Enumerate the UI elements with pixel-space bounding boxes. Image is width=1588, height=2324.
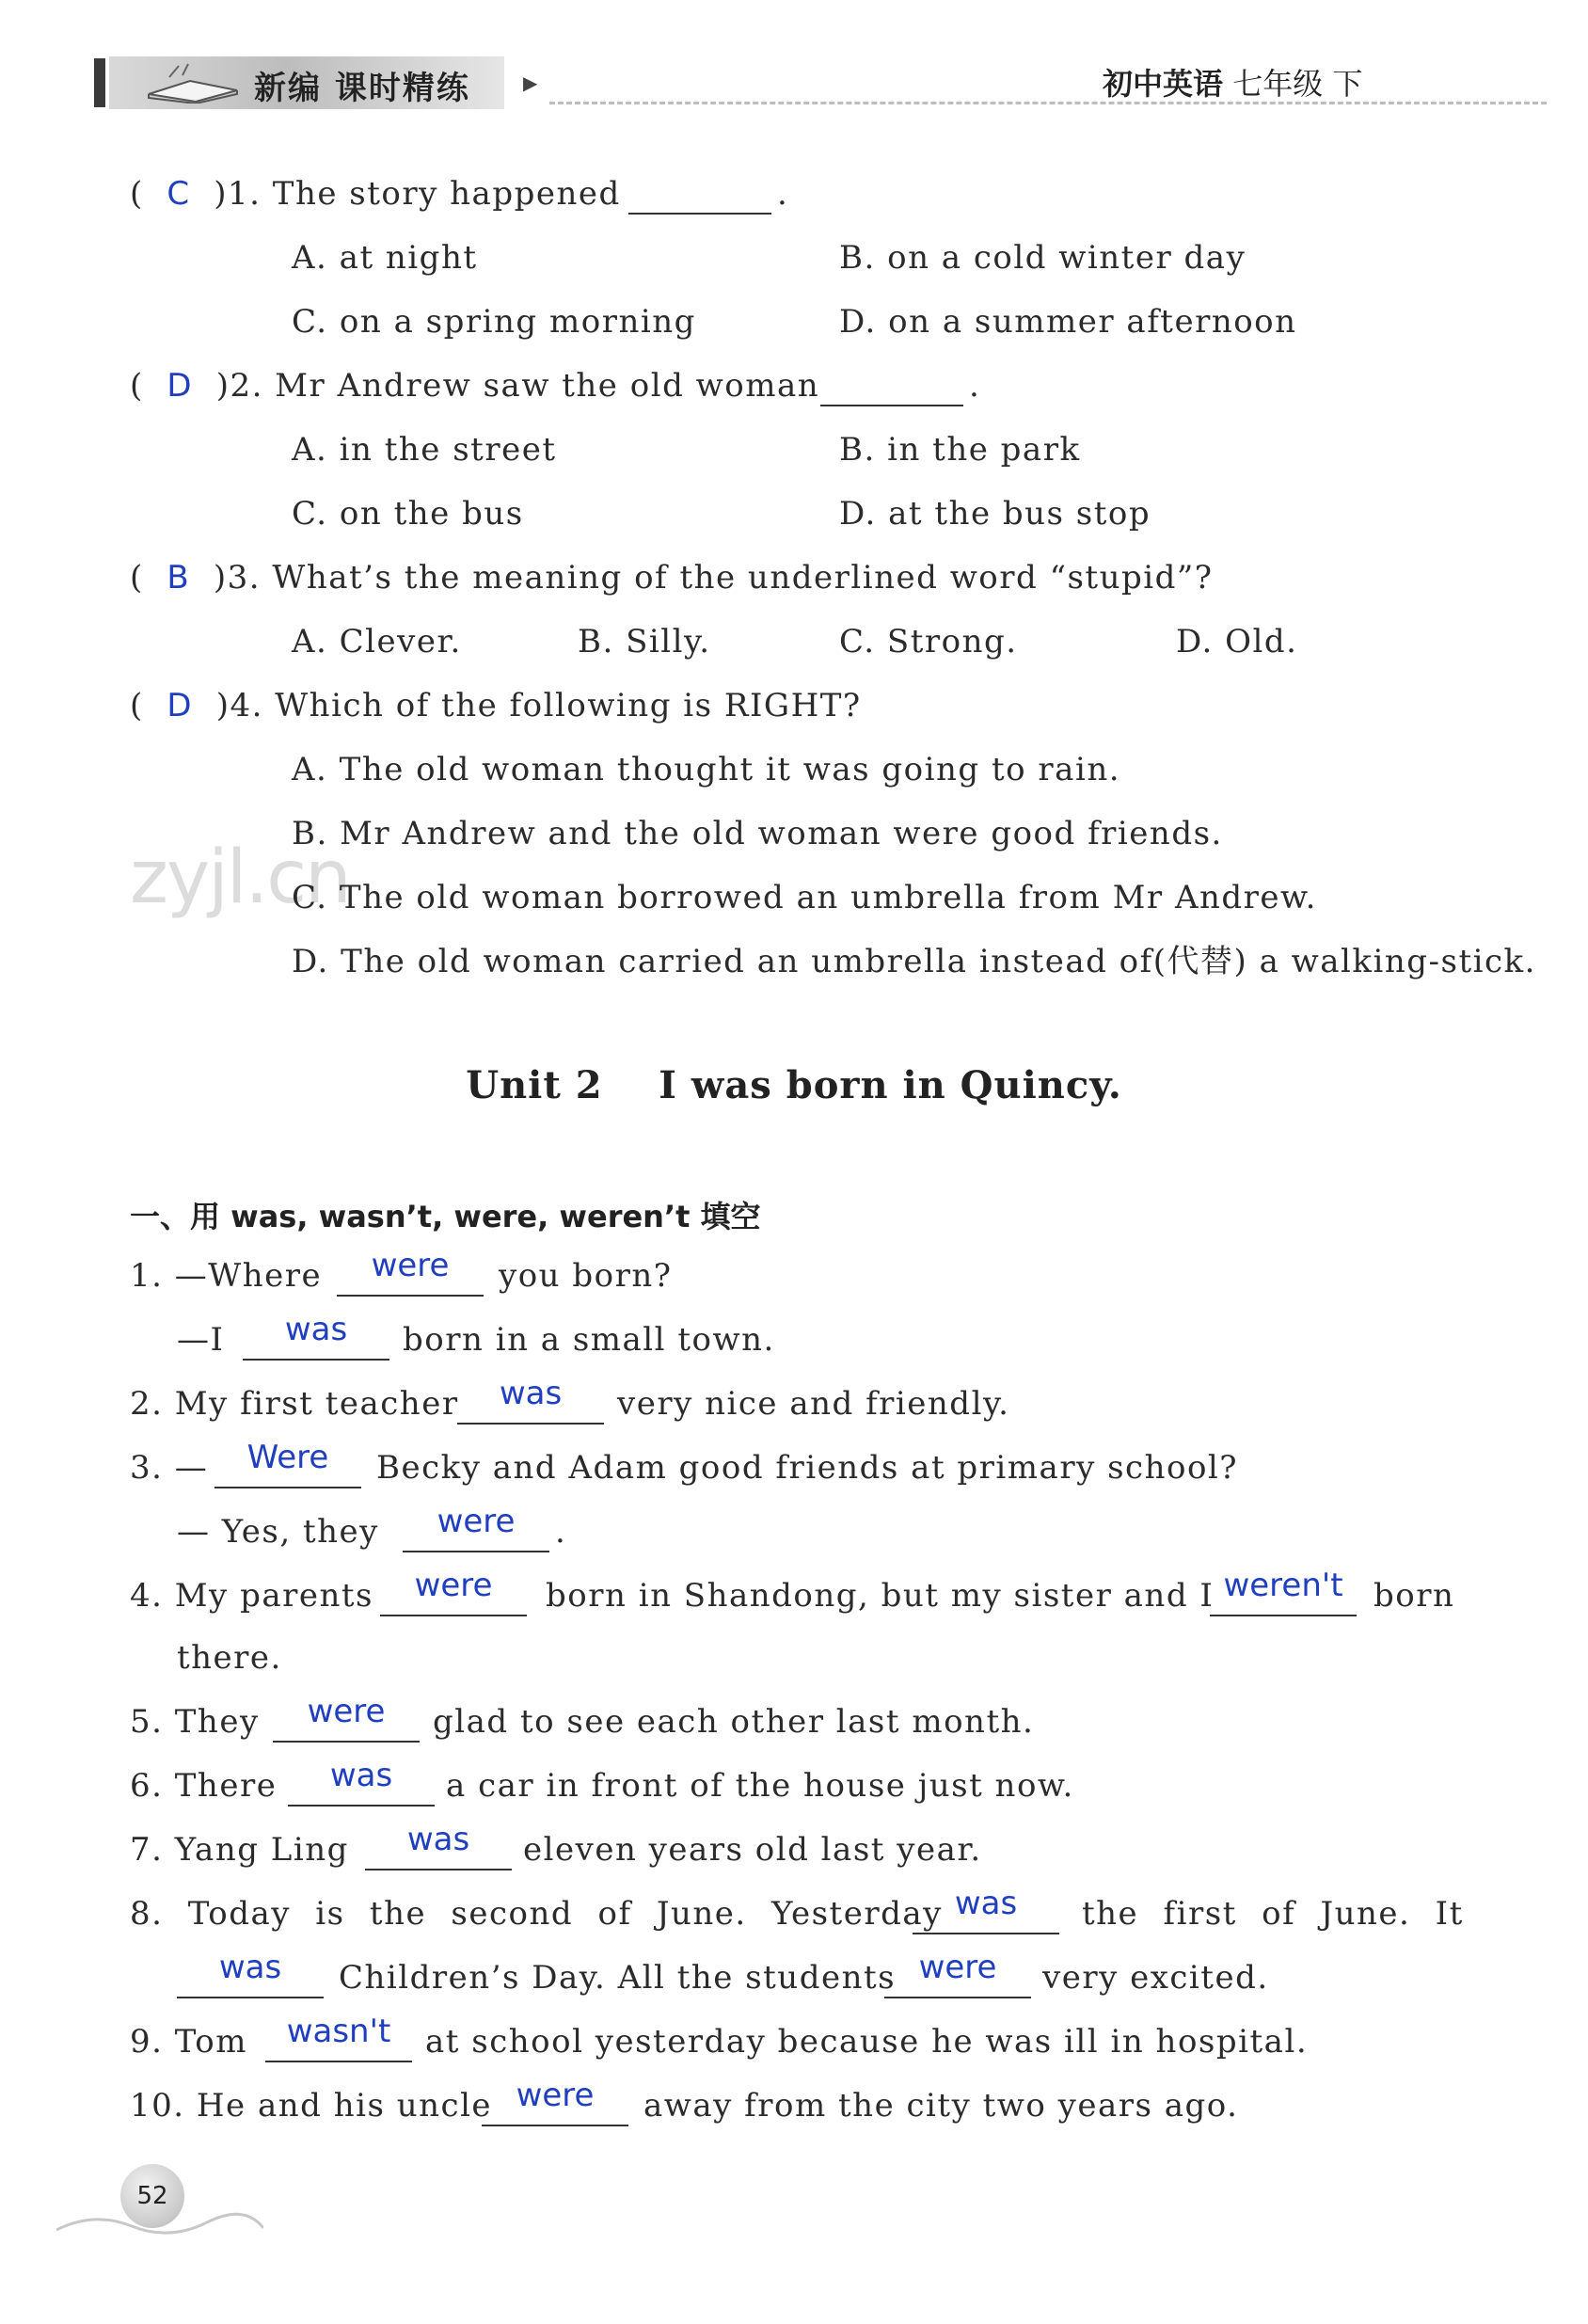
fill-text: eleven years old last year. bbox=[523, 1831, 982, 1869]
fill-answer: was bbox=[499, 1375, 563, 1412]
option-1d: D. on a summer afternoon bbox=[839, 303, 1297, 341]
fill-text: very excited. bbox=[1042, 1959, 1269, 1997]
page-number: 52 bbox=[120, 2164, 184, 2228]
fill-answer: were bbox=[437, 1503, 516, 1540]
option-3a: A. Clever. bbox=[292, 623, 462, 661]
fill-answer: weren't bbox=[1223, 1567, 1343, 1604]
fill-item-3b: — Yes, they bbox=[177, 1513, 379, 1551]
option-4d: D. The old woman carried an umbrella instead of(代替) a walking-stick. bbox=[292, 943, 1536, 980]
answer-blank bbox=[628, 175, 771, 215]
question-4: ( D )4. Which of the following is RIGHT? bbox=[130, 687, 862, 724]
triangle-right-icon: ▶ bbox=[523, 72, 538, 94]
fill-text: . bbox=[555, 1513, 567, 1551]
fill-text: born in Shandong, but my sister and I bbox=[546, 1577, 1215, 1615]
header-title bbox=[1103, 60, 1362, 103]
fill-answer: was bbox=[284, 1311, 348, 1348]
fill-text: away from the city two years ago. bbox=[643, 2087, 1239, 2125]
fill-answer: was bbox=[329, 1757, 393, 1794]
fill-answer: were bbox=[371, 1247, 450, 1284]
fill-text: born in a small town. bbox=[403, 1321, 775, 1359]
fill-text: Children’s Day. All the students bbox=[339, 1959, 897, 1997]
header-divider bbox=[549, 102, 1547, 104]
answer-4: D bbox=[167, 687, 194, 724]
fill-item-4: 4. My parents bbox=[130, 1577, 373, 1615]
unit-title: Unit 2 I was born in Quincy. bbox=[466, 1063, 1122, 1107]
fill-item-9: 9. Tom bbox=[130, 2023, 247, 2061]
fill-answer: was bbox=[406, 1821, 470, 1858]
fill-answer: wasn't bbox=[286, 2013, 391, 2050]
option-2a: A. in the street bbox=[292, 431, 557, 469]
option-4c: C. The old woman borrowed an umbrella from Mr Andrew. bbox=[292, 879, 1317, 916]
answer-1: C bbox=[167, 175, 191, 213]
fill-text: glad to see each other last month. bbox=[433, 1703, 1035, 1741]
fill-text: at school yesterday because he was ill in hospital. bbox=[425, 2023, 1309, 2061]
option-1b: B. on a cold winter day bbox=[839, 239, 1247, 277]
fill-item-5: 5. They bbox=[130, 1703, 260, 1741]
fill-item-3: 3. — bbox=[130, 1449, 209, 1487]
fill-text: a car in front of the house just now. bbox=[446, 1767, 1074, 1805]
option-3b: B. Silly. bbox=[578, 623, 711, 661]
fill-answer: were bbox=[918, 1949, 997, 1986]
section-heading: 一、用 was, wasn’t, were, weren’t 填空 bbox=[130, 1199, 761, 1234]
fill-item-10: 10. He and his uncle bbox=[130, 2087, 493, 2125]
fill-item-1: 1. —Where bbox=[130, 1257, 323, 1295]
question-2: ( D )2. Mr Andrew saw the old woman bbox=[130, 367, 820, 405]
fill-answer: was bbox=[954, 1885, 1018, 1922]
option-2d: D. at the bus stop bbox=[839, 495, 1151, 533]
fill-answer: Were bbox=[246, 1439, 329, 1476]
option-2c: C. on the bus bbox=[292, 495, 524, 533]
option-1c: C. on a spring morning bbox=[292, 303, 696, 341]
fill-answer: were bbox=[414, 1567, 493, 1604]
book-icon bbox=[141, 62, 245, 103]
answer-3: B bbox=[167, 559, 191, 597]
fill-item-2: 2. My first teacher bbox=[130, 1385, 459, 1423]
fill-item-7: 7. Yang Ling bbox=[130, 1831, 349, 1869]
stem-end: . bbox=[777, 175, 789, 213]
fill-text: there. bbox=[177, 1639, 282, 1677]
option-4b: B. Mr Andrew and the old woman were good friends. bbox=[292, 815, 1223, 852]
option-3c: C. Strong. bbox=[839, 623, 1018, 661]
header-subject: 初中英语 bbox=[1103, 66, 1224, 102]
fill-text: born bbox=[1374, 1577, 1455, 1615]
fill-item-8: 8. Today is the second of June. Yesterday bbox=[130, 1895, 943, 1933]
header-grade: 七年级 下 bbox=[1232, 66, 1363, 102]
fill-text: very nice and friendly. bbox=[617, 1385, 1010, 1423]
answer-2: D bbox=[167, 367, 194, 405]
header-bar bbox=[94, 58, 105, 107]
stem-end: . bbox=[969, 367, 981, 405]
header-series: 新编 课时精练 bbox=[254, 70, 470, 107]
fill-item-1b: —I bbox=[177, 1321, 225, 1359]
option-4a: A. The old woman thought it was going to rain. bbox=[292, 751, 1121, 788]
answer-blank bbox=[820, 367, 963, 406]
fill-item-6: 6. There bbox=[130, 1767, 278, 1805]
option-3d: D. Old. bbox=[1176, 623, 1298, 661]
watermark: zyjl.cn bbox=[130, 836, 350, 920]
question-3: ( B )3. What’s the meaning of the underlined word “stupid”? bbox=[130, 559, 1214, 597]
option-2b: B. in the park bbox=[839, 431, 1081, 469]
fill-text: Becky and Adam good friends at primary school? bbox=[376, 1449, 1239, 1487]
option-1a: A. at night bbox=[292, 239, 478, 277]
fill-answer: was bbox=[218, 1949, 282, 1986]
fill-answer: were bbox=[307, 1693, 386, 1730]
fill-text: the first of June. It bbox=[1082, 1895, 1464, 1933]
fill-text: you born? bbox=[499, 1257, 673, 1295]
question-1: ( C )1. The story happened bbox=[130, 175, 621, 213]
fill-answer: were bbox=[516, 2077, 595, 2114]
